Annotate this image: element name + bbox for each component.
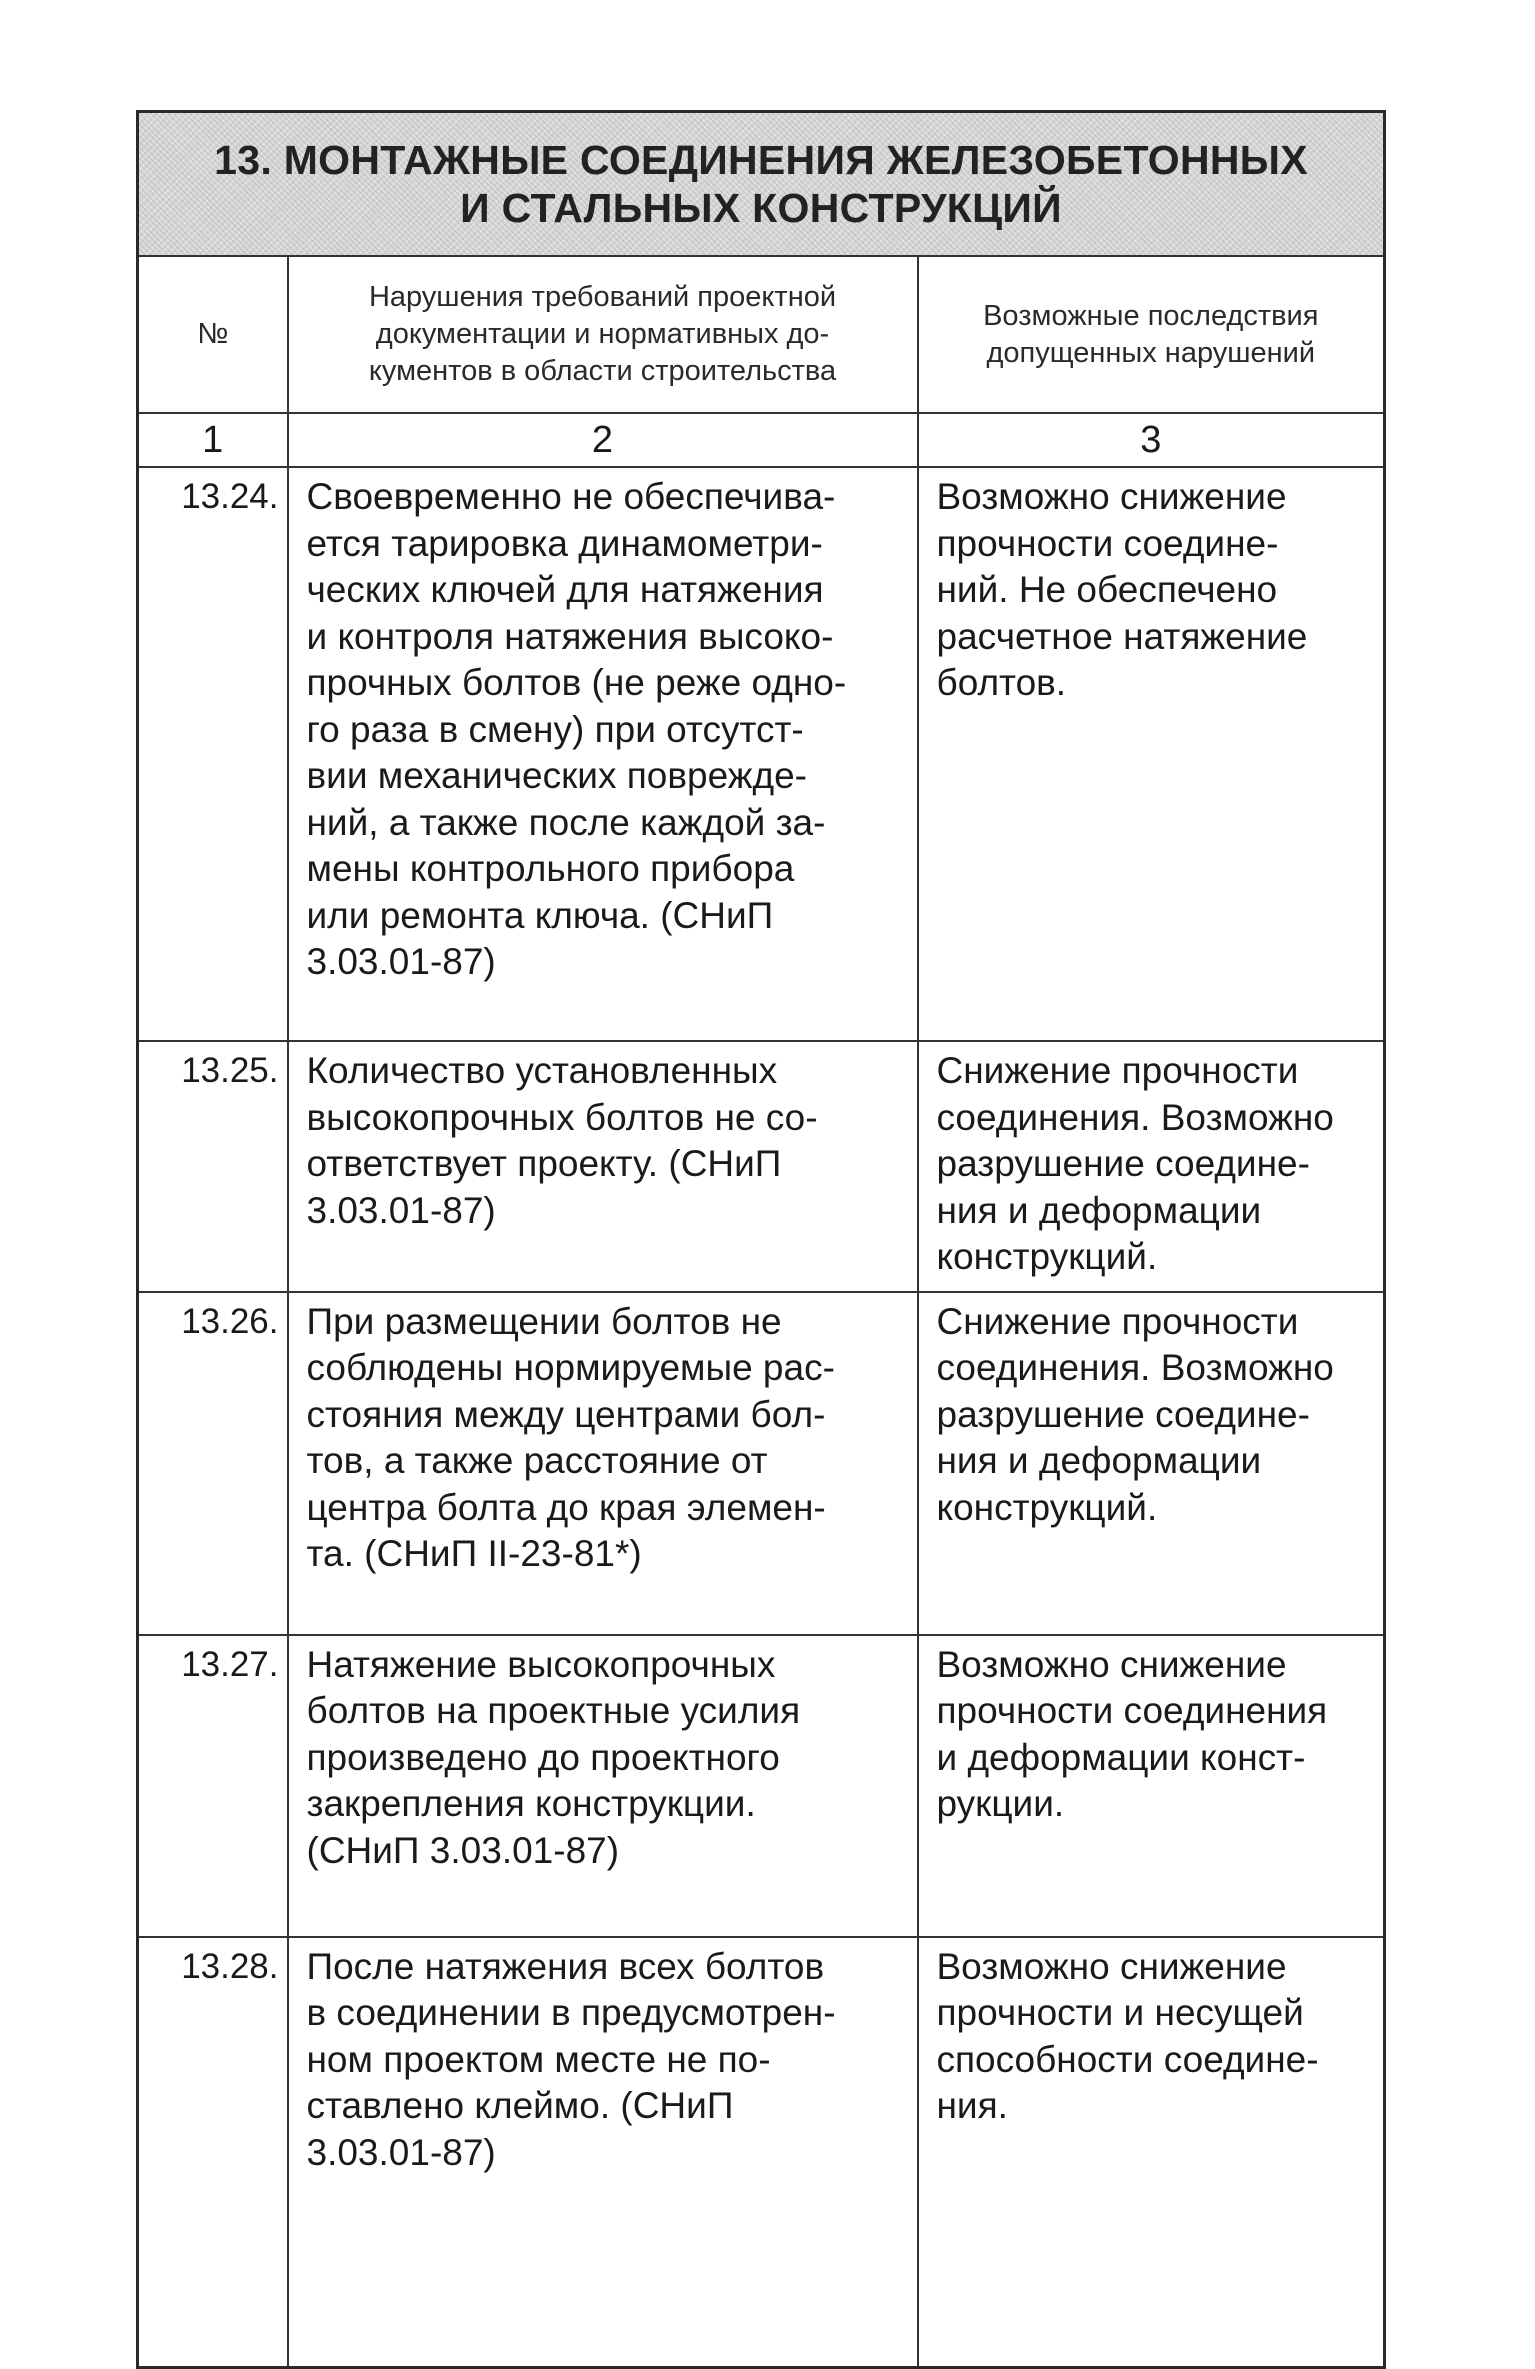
- column-number-2: 2: [288, 413, 918, 467]
- row-consequence: Возможно снижение прочности соедине- ний. Не обеспечено расчетное натяжение болтов.: [918, 467, 1385, 1041]
- header-consequences: Возможные последствия допущенных нарушений: [918, 256, 1385, 413]
- row-violation: Натяжение высокопрочных болтов на проектные усилия произведено до проектного закрепления конструкции. (СНиП 3.03.01-87): [288, 1635, 918, 1937]
- column-number-row: [138, 413, 1385, 467]
- header-row: [138, 256, 1385, 413]
- row-number: 13.26.: [138, 1292, 288, 1635]
- column-number-3: 3: [918, 413, 1385, 467]
- row-violation: При размещении болтов не соблюдены нормируемые рас- стояния между центрами бол- тов, а также расстояние от центра болта до края элемен- та. (СНиП II-23-81*): [288, 1292, 918, 1635]
- header-violations: Нарушения требований проектной документации и нормативных до- кументов в области строительства: [288, 256, 918, 413]
- row-violation: Количество установленных высокопрочных болтов не со- ответствует проекту. (СНиП 3.03.01-87): [288, 1041, 918, 1292]
- section-title: 13. МОНТАЖНЫЕ СОЕДИНЕНИЯ ЖЕЛЕЗОБЕТОННЫХ И СТАЛЬНЫХ КОНСТРУКЦИЙ: [214, 137, 1308, 231]
- table-row: [138, 467, 1385, 1041]
- row-number: 13.24.: [138, 467, 288, 1041]
- header-number: №: [138, 256, 288, 413]
- table-row: [138, 1635, 1385, 1937]
- title-row: [138, 112, 1385, 257]
- column-number-1: 1: [138, 413, 288, 467]
- row-consequence: Снижение прочности соединения. Возможно разрушение соедине- ния и деформации конструкций.: [918, 1041, 1385, 1292]
- row-number: 13.28.: [138, 1937, 288, 2368]
- row-consequence: Возможно снижение прочности и несущей способности соедине- ния.: [918, 1937, 1385, 2368]
- row-consequence: Возможно снижение прочности соединения и деформации конст- рукции.: [918, 1635, 1385, 1937]
- table-row: [138, 1292, 1385, 1635]
- row-number: 13.25.: [138, 1041, 288, 1292]
- row-violation: Своевременно не обеспечива- ется тарировка динамометри- ческих ключей для натяжения и контроля натяжения высоко- прочных болтов (не реже одно- го раза в смену) при отсутст- вии механических поврежде- ний, а также после каждой за- мены контрольного прибора или ремонта ключа. (СНиП 3.03.01-87): [288, 467, 918, 1041]
- section-title-cell: [138, 112, 1385, 257]
- row-number: 13.27.: [138, 1635, 288, 1937]
- table-row: [138, 1041, 1385, 1292]
- table-row: [138, 1937, 1385, 2368]
- row-violation: После натяжения всех болтов в соединении в предусмотрен- ном проектом месте не по- ставлено клеймо. (СНиП 3.03.01-87): [288, 1937, 918, 2368]
- violations-table: [136, 110, 1386, 2369]
- row-consequence: Снижение прочности соединения. Возможно разрушение соедине- ния и деформации конструкций.: [918, 1292, 1385, 1635]
